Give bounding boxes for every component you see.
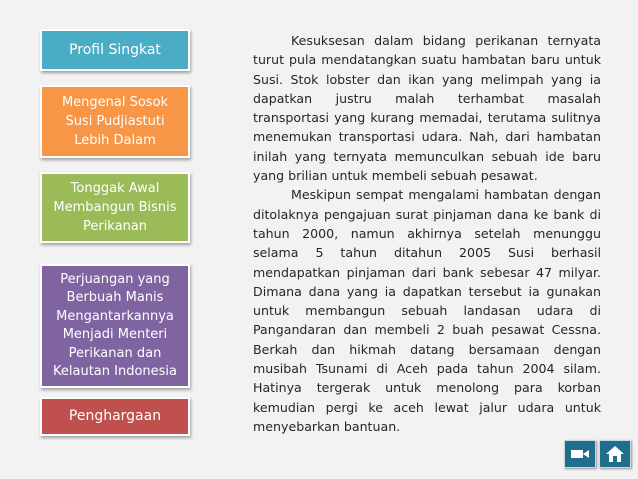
tonggak-awal-button[interactable]: Tonggak Awal Membangun Bisnis Perikanan xyxy=(40,172,190,243)
home-icon xyxy=(606,446,624,462)
penghargaan-button[interactable]: Penghargaan xyxy=(40,397,190,436)
mengenal-sosok-button[interactable]: Mengenal Sosok Susi Pudjiastuti Lebih Dalam xyxy=(40,85,190,158)
home-button[interactable] xyxy=(599,440,631,468)
video-camera-icon xyxy=(571,448,589,460)
paragraph-2: Meskipun sempat mengalami hambatan dengan ditolaknya pengajuan surat pinjaman dana ke bank di tahun 2000, namun akhirnya setelah menunggu selama 5 tahun ditahun 2005 Susi berhasil mendapatkan pinjaman dari bank sebesar 47 milyar. Dimana dana yang ia dapatkan tersebut ia gunakan untuk membangun sebuah landasan udara di Pangandaran dan membeli 2 buah pesawat Cessna. Berkah dan hikmah datang bersamaan dengan musibah Tsunami di Aceh pada tahun 2004 silam. Hatinya tergerak untuk menolong para korban kemudian pergi ke aceh lewat jalur udara untuk menyebarkan bantuan. xyxy=(253,187,601,434)
content-text xyxy=(253,31,601,436)
paragraph-1: Kesuksesan dalam bidang perikanan ternyata turut pula mendatangkan suatu hambatan baru untuk Susi. Stok lobster dan ikan yang melimpah yang ia dapatkan justru malah terhambat masalah transportasi yang kurang memadai, terutama sulitnya menemukan transportasi udara. Nah, dari hambatan inilah yang ternyata memunculkan sebuah ide baru yang brilian untuk membeli sebuah pesawat. xyxy=(253,33,601,184)
profil-singkat-button[interactable]: Profil Singkat xyxy=(40,29,190,71)
video-button[interactable] xyxy=(564,440,596,468)
perjuangan-button[interactable]: Perjuangan yang Berbuah Manis Mengantarkannya Menjadi Menteri Perikanan dan Kelautan Indonesia xyxy=(40,264,190,388)
